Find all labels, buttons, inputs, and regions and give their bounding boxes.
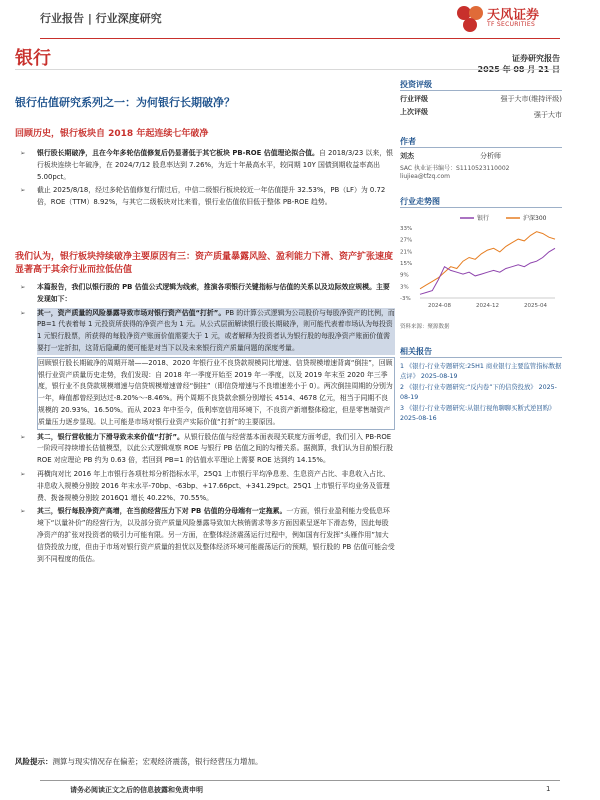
- risk-warning: [15, 756, 395, 767]
- legend-bank-label: 银行: [477, 215, 490, 222]
- y-axis: [400, 226, 555, 302]
- related-list: [400, 362, 562, 423]
- page-number: 1: [546, 785, 551, 793]
- y-tick-label: -3%: [400, 296, 411, 302]
- trend-divider: [400, 207, 562, 208]
- bullet-text: 自 2018/3/23 以来，银行板块连续七年破净，在 2024/7/12 股息率达到 7.26%，为近十年最高水平，较同期 10Y 国债到期收益率高出 5.00pct。: [37, 149, 394, 181]
- industry-rating-label: 行业评级: [400, 95, 428, 103]
- report-type: 证券研究报告: [512, 54, 560, 63]
- bullet: [15, 308, 395, 355]
- bullet: [15, 432, 395, 467]
- footer-divider: [40, 780, 560, 781]
- bullet: [15, 148, 395, 183]
- logo-sub: TF SECURITIES: [487, 21, 536, 28]
- y-tick-label: 27%: [400, 237, 413, 244]
- x-tick-label: 2024-08: [428, 303, 451, 309]
- report-category: 行业报告 | 行业深度研究: [40, 12, 162, 25]
- legend-index-label: 沪深300: [523, 215, 547, 222]
- related-divider: [400, 357, 562, 358]
- author-cert: SAC 执业证书编号：S1110523110002: [400, 165, 510, 172]
- x-axis: [428, 303, 547, 309]
- chart-source: 资料来源：聚源数据: [400, 324, 450, 330]
- bullet-text: 再横向对比 2016 年上市银行各项杜邦分析指标水平，25Q1 上市银行平均净息差、生息资产占比、非息收入占比、非息收入规模分别较 2016 年末水平-70bp、-63bp、+17.66pct、+341.29pct。25Q1 上市银行平均业务及管理费、拨备规模分别较 2016Q1 增长 40.22%、70.55%。: [37, 469, 390, 502]
- related-item[interactable]: 2 《银行-行业专题研究:“反内卷”下的信贷投放》 2025-08-19: [400, 384, 557, 401]
- bullet-lead: 本篇报告，我们以银行股的 PB 估值公式逻辑为线索，推演各项银行关键指标与估值的关系以及边际效应规模。主要发现如下：: [37, 283, 390, 303]
- series-line-1: [420, 248, 555, 294]
- bullet-arrow-icon: ➢: [20, 283, 26, 291]
- bullet-arrow-icon: ➢: [20, 149, 26, 157]
- author-title: 作者: [400, 137, 416, 146]
- x-tick-label: 2025-04: [524, 303, 547, 309]
- risk-label: 风险提示：: [15, 757, 53, 766]
- author-divider: [400, 147, 562, 148]
- x-tick-label: 2024-12: [476, 303, 499, 309]
- bullet: [15, 185, 395, 209]
- section-1-bullets: [15, 148, 395, 209]
- bullet-lead: 其二，银行营收能力下滑导致未来价值“打折”。: [37, 432, 184, 441]
- bullet: [15, 469, 395, 504]
- bullet-text: 回顾银行股长期破净的周期开端——2018、2020 年银行业不良贷款规模同比增速、信贷规模增速背离“倒挂”，回顾银行业资产质量历史走势，我们发现：自 2018 年一季度开始至 2019 年一季度，以及 2019 年末至 2020 年三季度，银行业不良贷款规模增速与信贷规模增速曾经“倒挂”（即信贷增速与不良增速差小于 0）。两次倒挂周期的分别为一年，峰值都曾经到达过-8.20%～-8.46%。两个周期不良贷款余额分别增长 4514、4678 亿元，相当于同期不良规模的 20.93%、16.50%。而从 2023 年中至今，低利率宽信用环境下，不良资产新增整体稳定，但是零售端资产质量压力逐步显现。以上可能是市场对银行业资产实际价值“打折”的主要原因。: [38, 358, 393, 426]
- section-2-bullets: [15, 282, 395, 565]
- industry-rating-value: 强于大市(维持评级): [500, 95, 562, 103]
- prev-rating-label: 上次评级: [400, 108, 428, 116]
- y-tick-label: 3%: [400, 284, 409, 291]
- footer-disclaimer: 请务必阅读正文之后的信息披露和免责申明: [70, 786, 203, 794]
- prev-rating-value: 强于大市: [534, 111, 562, 119]
- tf-logo-icon: [455, 4, 485, 34]
- related-item[interactable]: 1 《银行-行业专题研究:25H1 商业银行主要监管指标数据点评》 2025-08-19: [400, 363, 562, 380]
- section-1-heading: 回顾历史，银行板块自 2018 年起连续七年破净: [15, 129, 209, 139]
- y-tick-label: 21%: [400, 249, 413, 256]
- sector-divider: [15, 69, 560, 70]
- chart-lines: [420, 232, 555, 295]
- bullet-text: PB 的计算公式逻辑为公司股价与每股净资产的比例，而 PB=1 代表着每 1 元投资所获得的净资产也为 1 元。从公式层面解读银行股长期破净，则可能代表着市场认为每投资 1 元银行股票，所获得的每股净资产账面价值需要大于 1 元，或者解释为投资者认为银行股的每股净资产账面价值需要打一定折扣，这背后隐藏的便可能是对当下以及未来银行资产质量问题的深度考量。: [37, 308, 395, 352]
- logo-name: 天风证券: [487, 8, 540, 23]
- bullet-arrow-icon: ➢: [20, 507, 26, 516]
- y-tick-label: 15%: [400, 261, 413, 267]
- bullet: [15, 506, 395, 565]
- trend-title: 行业走势图: [400, 197, 440, 206]
- related-item[interactable]: 3 《银行-行业专题研究:从银行视角聊聊买断式逆回购》 2025-08-16: [400, 405, 556, 422]
- author-email: liujiea@tfzq.com: [400, 173, 450, 180]
- rating-title: 投资评级: [400, 80, 432, 89]
- bullet-arrow-icon: ➢: [20, 469, 26, 478]
- y-tick-label: 33%: [400, 226, 413, 232]
- bullet-arrow-icon: ➢: [20, 308, 26, 317]
- series-line-0: [420, 232, 555, 289]
- y-tick-label: 9%: [400, 272, 409, 279]
- related-title: 相关报告: [400, 347, 432, 356]
- author-name: 刘杰: [400, 152, 414, 160]
- sector-title: 银行: [15, 48, 51, 69]
- bullet-text: 从银行股估值与经营基本面表现关联度方面考虑，我们引入 PB-ROE 一阶段可持续增长估值模型，以此公式逻辑观察 ROE 与银行 PB 估值之间的勾稽关系。据测算，我们认为目前银行股 ROE 对应理论 PB 约为 0.63 倍，若回到 PB=1 的估值水平理论上需要 ROE 达到约 14.15%。: [37, 432, 394, 465]
- report-title: 银行估值研究系列之一：为何银行长期破净？: [15, 96, 235, 109]
- risk-text: 测算与现实情况存在偏差；宏观经济震荡，银行经营压力增加。: [52, 757, 263, 766]
- section-2-heading: 我们认为，银行板块持续破净主要原因有三：资产质量暴露风险、盈利能力下滑、资产扩张速度显著高于其余行业而拉低估值: [15, 252, 394, 275]
- bullet-lead: 其三，银行每股净资产高增，在当前经营压力下对 PB 估值的分母端有一定拖累。: [37, 507, 287, 516]
- bullet-arrow-icon: ➢: [20, 432, 26, 441]
- bullet-text: 一方面，银行业盈利能力受低息环境下“以量补价”的经营行为，以及部分资产质量风险暴露导致加大核销需求等多方面因素呈逐年下滑态势，因此每股净资产的扩张对投资者的吸引力可能有限。另一方面，在整体经济震荡运行过程中，例如国有行发挥“头雁作用”加大信贷投放力度，但由于市场对银行资产质量的担忧以及整体经济环境可能震荡运行的预期，银行股的 PB 估值可能会受到不同程度的低估。: [37, 507, 395, 563]
- bullet-lead: 银行股长期破净，且在今年多轮估值修复后仍显著低于其它板块 PB-ROE 估值理论拟合值。: [37, 149, 319, 157]
- bullet-text: 截止 2025/8/18，经过多轮估值修复行情过后，中信二级银行板块较近一年估值提升 32.53%，PB（LF）为 0.72 倍，ROE（TTM）8.92%，与其它二级板块对比来看，银行业估值依旧低于整体 PB-ROE 趋势。: [37, 186, 386, 207]
- bullet: [15, 282, 395, 306]
- bullet-arrow-icon: ➢: [20, 186, 26, 195]
- industry-trend-chart: [400, 210, 562, 320]
- header-divider: [40, 38, 560, 39]
- bullet: [15, 357, 395, 430]
- rating-divider: [400, 90, 562, 91]
- bullet-lead: 其一，资产质量的风险暴露导致市场对银行资产估值“打折”。: [37, 308, 226, 317]
- chart-legend: [460, 214, 547, 222]
- author-role: 分析师: [480, 152, 501, 160]
